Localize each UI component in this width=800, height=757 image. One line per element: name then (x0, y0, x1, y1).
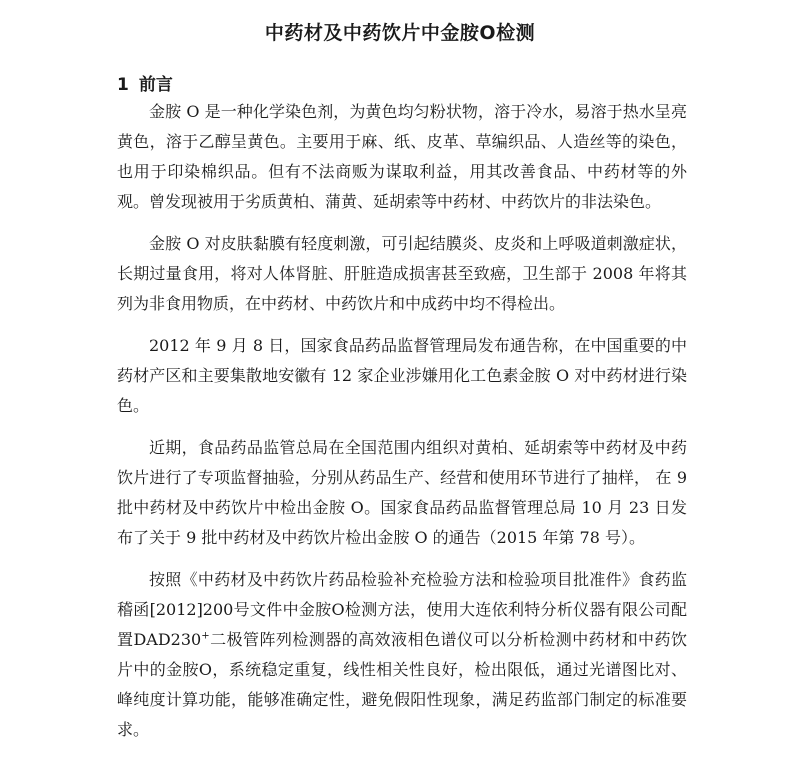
paragraph-1: 金胺 O 是一种化学染色剂，为黄色均匀粉状物，溶于冷水，易溶于热水呈亮黄色，溶于乙醇呈黄色。主要用于麻、纸、皮革、草编织品、人造丝等的染色，也用于印染棉织品。但有不法商贩为谋取利益，用其改善食品、中药材等的外观。曾发现被用于劣质黄柏、蒲黄、延胡索等中药材、中药饮片的非法染色。 (117, 102, 687, 211)
document-title: 中药材及中药饮片中金胺O检测 (264, 22, 536, 44)
paragraph-5 (117, 565, 687, 745)
superscript-plus: + (201, 630, 210, 642)
paragraph-5-part-2: 二极管阵列检测器的高效液相色谱仪可以分析检测中药材和中药饮片中的金胺O，系统稳定重复，线性相关性良好，检出限低，通过光谱图比对、峰纯度计算功能，能够准确定性，避免假阳性现象，满足药监部门制定的标准要求。 (117, 630, 687, 739)
section-heading (117, 70, 173, 95)
paragraph-2: 金胺 O 对皮肤黏膜有轻度刺激，可引起结膜炎、皮炎和上呼吸道刺激症状，长期过量食用，将对人体肾脏、肝脏造成损害甚至致癌，卫生部于 2008 年将其列为非食用物质，在中药材、中药饮片和中成药中均不得检出。 (117, 234, 687, 313)
section-number: 1 (117, 75, 129, 95)
section-title: 前言 (138, 75, 173, 95)
paragraph-5-part-1: 按照《中药材及中药饮片药品检验补充检验方法和检验项目批准件》食药监稽函[2012]200号文件中金胺O检测方法，使用大连依利特分析仪器有限公司配置DAD230 (117, 570, 687, 649)
document-body (117, 97, 687, 757)
paragraph-4: 近期，食品药品监管总局在全国范围内组织对黄柏、延胡索等中药材及中药饮片进行了专项监督抽验，分别从药品生产、经营和使用环节进行了抽样， 在 9 批中药材及中药饮片中检出金胺 O。国家食品药品监督管理总局 10 月 23 日发布了关于 9 批中药材及中药饮片检出金胺 O 的通告（2015 年第 78 号）。 (117, 438, 687, 547)
paragraph-3: 2012 年 9 月 8 日，国家食品药品监督管理局发布通告称，在中国重要的中药材产区和主要集散地安徽有 12 家企业涉嫌用化工色素金胺 O 对中药材进行染色。 (117, 336, 687, 415)
